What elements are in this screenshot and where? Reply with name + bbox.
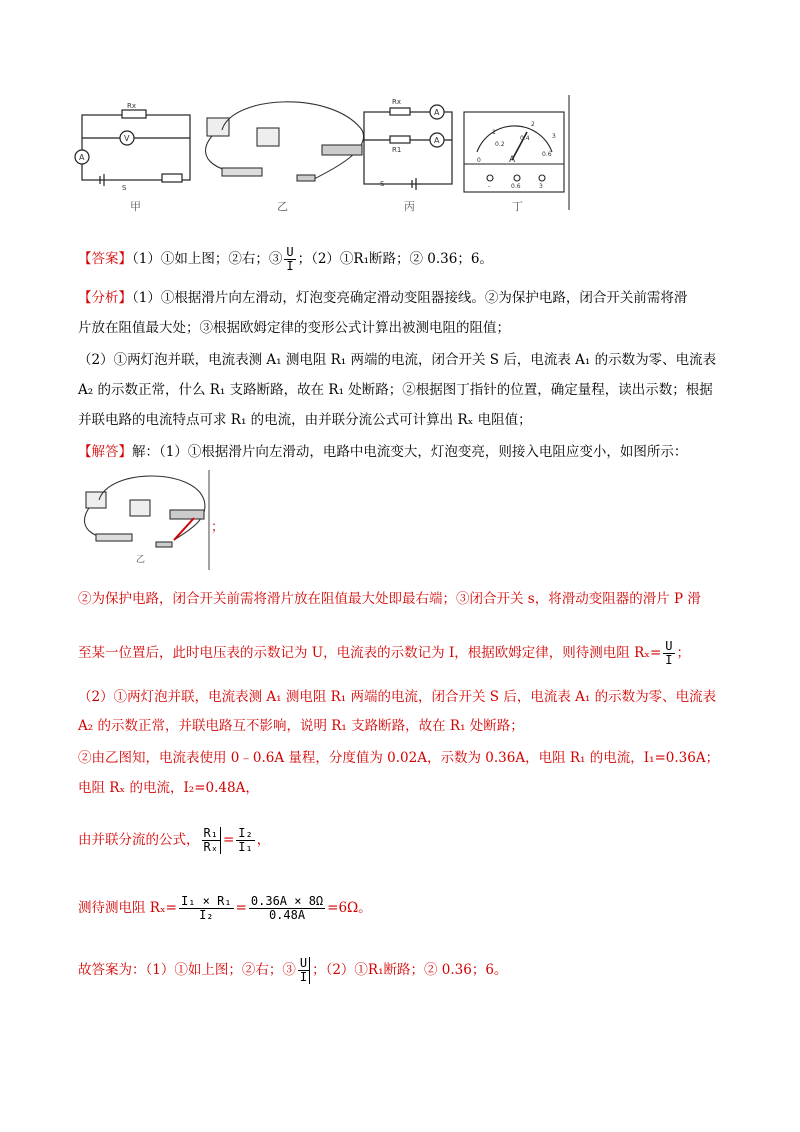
solution-line-4: （2）①两灯泡并联，电流表测 A₁ 测电阻 R₁ 两端的电流，闭合开关 S 后，电流表 A₁ 的示数为零、电流表	[78, 689, 717, 705]
formula-i1r1: I₁ × R₁	[181, 894, 232, 908]
label-a2-bing: A	[434, 136, 440, 145]
answer-frac-den: I	[286, 259, 294, 273]
formula-rx: Rₓ	[203, 840, 218, 854]
solution-text-3a: 至某一位置后，此时电压表的示数记为 U，电流表的示数记为 I，根据欧姆定律，则待测电阻 Rₓ=	[78, 645, 662, 661]
label-a: A	[79, 153, 85, 162]
analysis-tag: 【分析】	[78, 290, 132, 306]
solution-text-1: 解：（1）①根据滑片向左滑动，电路中电流变大，灯泡变亮，则接入电阻应变小，如图所示：	[132, 444, 688, 460]
solution-line-9	[78, 888, 372, 928]
solution-text-8-tail: ，	[256, 832, 271, 848]
meter-tick-04: 0.4	[520, 135, 530, 142]
solution-frac-ui-num: U	[665, 639, 673, 653]
meter-tick-1: 1	[492, 129, 496, 136]
final-frac-ui	[298, 957, 310, 984]
circuit-bing	[364, 105, 452, 190]
solution-line-10	[78, 957, 507, 984]
solution-line-6: ②由乙图知，电流表使用 0﹣0.6A 量程，分度值为 0.02A，示数为 0.36A，电阻 R₁ 的电流，I₁=0.36A；	[78, 750, 720, 766]
formula-numeric-num: 0.36A × 8Ω	[250, 894, 324, 908]
apparatus-yi	[206, 102, 364, 181]
figure-label-bing: 丙	[404, 200, 415, 213]
label-v: V	[124, 134, 130, 143]
terminal-3: 3	[539, 183, 543, 190]
solution-line-8	[78, 820, 270, 860]
solution-line-1	[78, 442, 687, 462]
analysis-line-4: A₂ 的示数正常，什么 R₁ 支路断路，故在 R₁ 处断路；②根据图丁指针的位置，确定量程，读出示数；根据	[78, 382, 713, 398]
solution-line-5: A₂ 的示数正常，并联电路互不影响，说明 R₁ 支路断路，故在 R₁ 处断路；	[78, 718, 524, 734]
solution-text-3-tail: ；	[676, 645, 691, 661]
label-rx: Rx	[127, 102, 137, 110]
solution-frac-ui	[663, 640, 674, 667]
solution-text-9: 测待测电阻 Rₓ=	[78, 900, 177, 916]
answer-text-1: （1）①如上图；②右；③	[132, 251, 283, 267]
label-a1-bing: A	[434, 108, 440, 117]
circuit-figures	[72, 90, 572, 215]
figure-label-jia: 甲	[130, 200, 141, 213]
formula-i1: I₁	[238, 840, 253, 854]
analysis-line-2: 片放在阻值最大处；③根据欧姆定律的变形公式计算出被测电阻的阻值；	[78, 320, 510, 336]
label-s: S	[122, 184, 127, 192]
solution-text-10-tail: ；（2）①R₁断路；② 0.36；6。	[312, 962, 508, 978]
terminal-06: 0.6	[511, 183, 521, 190]
solution-figure-yi	[74, 470, 214, 570]
answer-frac-num: U	[286, 245, 294, 259]
formula-r-ratio	[202, 827, 221, 854]
solution-fig-tail: ；	[211, 520, 225, 535]
figure-label-yi: 乙	[277, 200, 288, 213]
final-frac-num: U	[299, 956, 308, 970]
solution-line-7: 电阻 Rₓ 的电流，I₂=0.48A，	[78, 780, 259, 796]
solution-fig-label: 乙	[136, 555, 146, 565]
formula-r1: R₁	[203, 826, 218, 840]
final-frac-den: I	[299, 970, 308, 984]
answer-tag: 【答案】	[78, 251, 132, 267]
terminal-neg: -	[488, 183, 491, 190]
formula-numeric-den: 0.48A	[268, 908, 306, 922]
solution-frac-ui-den: I	[665, 653, 673, 667]
answer-line	[78, 246, 493, 273]
formula-i2-den: I₂	[199, 908, 214, 922]
meter-tick-2: 2	[531, 121, 535, 128]
analysis-line-5: 并联电路的电流特点可求 R₁ 的电流，由并联分流公式可计算出 Rₓ 电阻值；	[78, 412, 532, 428]
ammeter-ding	[464, 95, 569, 210]
solution-tag: 【解答】	[78, 444, 132, 460]
answer-text-2: ；（2）①R₁断路；② 0.36；6。	[297, 251, 493, 267]
formula-rx-numeric	[249, 895, 325, 922]
figure-label-ding: 丁	[512, 200, 523, 213]
solution-text-8: 由并联分流的公式，	[78, 832, 200, 848]
formula-i-ratio	[236, 827, 254, 854]
meter-tick-06: 0.6	[542, 151, 552, 158]
solution-text-9-tail: =6Ω。	[327, 900, 372, 916]
meter-unit: A	[509, 155, 516, 165]
label-rx-bing: Rx	[392, 98, 402, 106]
label-s-bing: S	[380, 180, 385, 188]
meter-tick-02: 0.2	[495, 141, 505, 148]
analysis-line-3: （2）①两灯泡并联，电流表测 A₁ 测电阻 R₁ 两端的电流，闭合开关 S 后，电流表 A₁ 的示数为零、电流表	[78, 352, 717, 368]
label-r1-bing: R1	[392, 146, 402, 154]
formula-eq-1: =	[222, 832, 235, 848]
solution-line-2: ②为保护电路，闭合开关前需将滑片放在阻值最大处即最右端；③闭合开关 s，将滑动变阻器的滑片 P 滑	[78, 591, 701, 607]
analysis-text-1: （1）①根据滑片向左滑动，灯泡变亮确定滑动变阻器接线。②为保护电路，闭合开关前需将滑	[132, 290, 688, 306]
formula-eq-2: =	[235, 900, 247, 916]
formula-i2: I₂	[238, 826, 253, 840]
solution-line-3	[78, 640, 690, 667]
formula-rx-symbolic	[179, 895, 234, 922]
analysis-line-1	[78, 288, 687, 308]
solution-text-10a: 故答案为：（1）①如上图；②右；③	[78, 962, 296, 978]
meter-tick-0: 0	[477, 157, 481, 164]
circuit-jia	[75, 110, 190, 186]
meter-tick-3: 3	[552, 133, 556, 140]
answer-fraction	[284, 246, 295, 273]
